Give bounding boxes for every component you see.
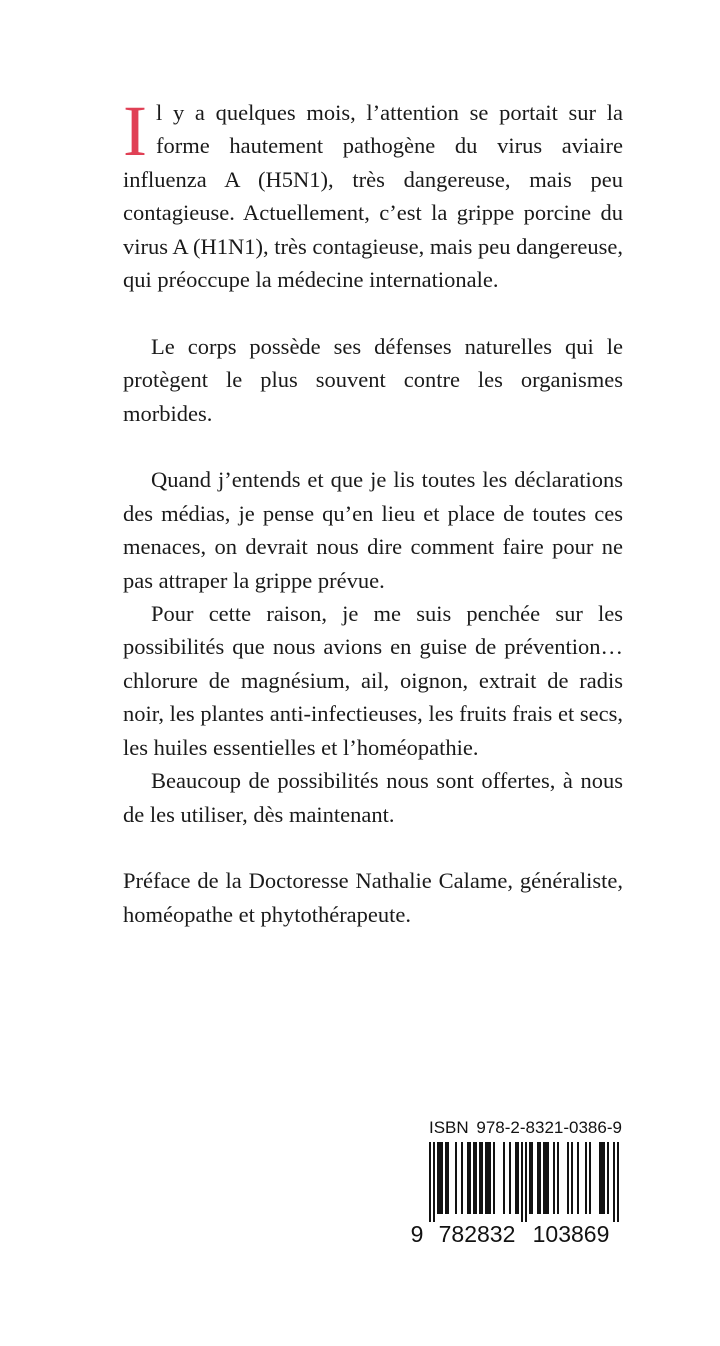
- barcode-bar: [589, 1142, 591, 1214]
- barcode-bar: [479, 1142, 481, 1214]
- barcode-digits: 782832: [438, 1221, 516, 1246]
- barcode-bar: [445, 1142, 447, 1214]
- barcode-bar: [525, 1142, 527, 1222]
- barcode-bar: [493, 1142, 495, 1214]
- barcode-bar: [503, 1142, 505, 1214]
- barcode-digits: 103869: [532, 1221, 610, 1246]
- barcode-bar: [517, 1142, 519, 1214]
- barcode-bar: [607, 1142, 609, 1214]
- barcode-bar: [617, 1142, 619, 1222]
- barcode-bar: [603, 1142, 605, 1214]
- paragraph: Quand j’entends et que je lis toutes les déclarations des médias, je pense qu’en lieu et place de toutes ces menaces, on devrait nous dire comment faire pour ne pas attraper la grippe prévue.: [123, 467, 623, 593]
- paragraph: Beaucoup de possibilités nous sont offertes, à nous de les utiliser, dès maintenant.: [123, 768, 623, 827]
- barcode-bar: [467, 1142, 469, 1214]
- barcode-bar: [529, 1142, 531, 1214]
- barcode-bar: [447, 1142, 449, 1214]
- barcode-bar: [515, 1142, 517, 1214]
- paragraph: Le corps possède ses défenses naturelles qui le protègent le plus souvent contre les organismes morbides.: [123, 333, 623, 426]
- barcode-bar: [509, 1142, 511, 1214]
- barcode-bar: [485, 1142, 487, 1214]
- barcode-bar: [553, 1142, 555, 1214]
- barcode-bar: [537, 1142, 539, 1214]
- barcode-bar: [567, 1142, 569, 1214]
- barcode-bar: [469, 1142, 471, 1214]
- barcode-bar: [437, 1142, 439, 1214]
- barcode-bar: [545, 1142, 547, 1214]
- barcode-bar: [531, 1142, 533, 1214]
- paragraph-text: l y a quelques mois, l’attention se portait sur la forme hautement pathogène du virus aviaire influenza A (H5N1), très dangereuse, mais peu contagieuse. Actuellement, c’est la grippe porcine du virus A (H1N1), très contagieuse, mais peu dangereuse, qui préoccupe la médecine internationale.: [123, 100, 623, 293]
- barcode-bar: [439, 1142, 441, 1214]
- paragraph: Pour cette raison, je me suis penchée sur les possibilités que nous avions en guise de prévention… chlorure de magnésium, ail, oignon, extrait de radis noir, les plantes anti-infectieuses, les fruits frais et secs, les huiles essentielles et l’homéopathie.: [123, 601, 623, 760]
- drop-cap-letter: I: [123, 91, 147, 171]
- barcode-bar: [557, 1142, 559, 1214]
- barcode-bar: [571, 1142, 573, 1214]
- barcode-bar: [489, 1142, 491, 1214]
- barcode-bar: [455, 1142, 457, 1214]
- isbn-label: ISBN 978-2-8321-0386-9: [429, 1118, 622, 1137]
- paragraph: [123, 91, 623, 296]
- barcode-bar: [599, 1142, 601, 1214]
- barcode-section: [405, 1118, 635, 1246]
- barcode-bar: [601, 1142, 603, 1214]
- barcode-bar: [487, 1142, 489, 1214]
- preface-credit: Préface de la Doctoresse Nathalie Calame, généraliste, homéopathe et phytothérapeute.: [123, 868, 623, 927]
- barcode-bar: [481, 1142, 483, 1214]
- barcode-bar: [473, 1142, 475, 1214]
- barcode-bar: [539, 1142, 541, 1214]
- barcode-bar: [547, 1142, 549, 1214]
- barcode-bar: [461, 1142, 463, 1214]
- barcode-bar: [577, 1142, 579, 1214]
- barcode-bar: [613, 1142, 615, 1222]
- barcode-bar: [521, 1142, 523, 1222]
- barcode-bar: [429, 1142, 431, 1222]
- barcode-bar: [433, 1142, 435, 1222]
- barcode-bar: [441, 1142, 443, 1214]
- barcode-bar: [543, 1142, 545, 1214]
- barcode-bar: [475, 1142, 477, 1214]
- barcode-bar: [585, 1142, 587, 1214]
- ean13-barcode: [405, 1142, 623, 1246]
- barcode-digits: 9: [410, 1221, 424, 1246]
- blurb-text-block: [123, 91, 623, 931]
